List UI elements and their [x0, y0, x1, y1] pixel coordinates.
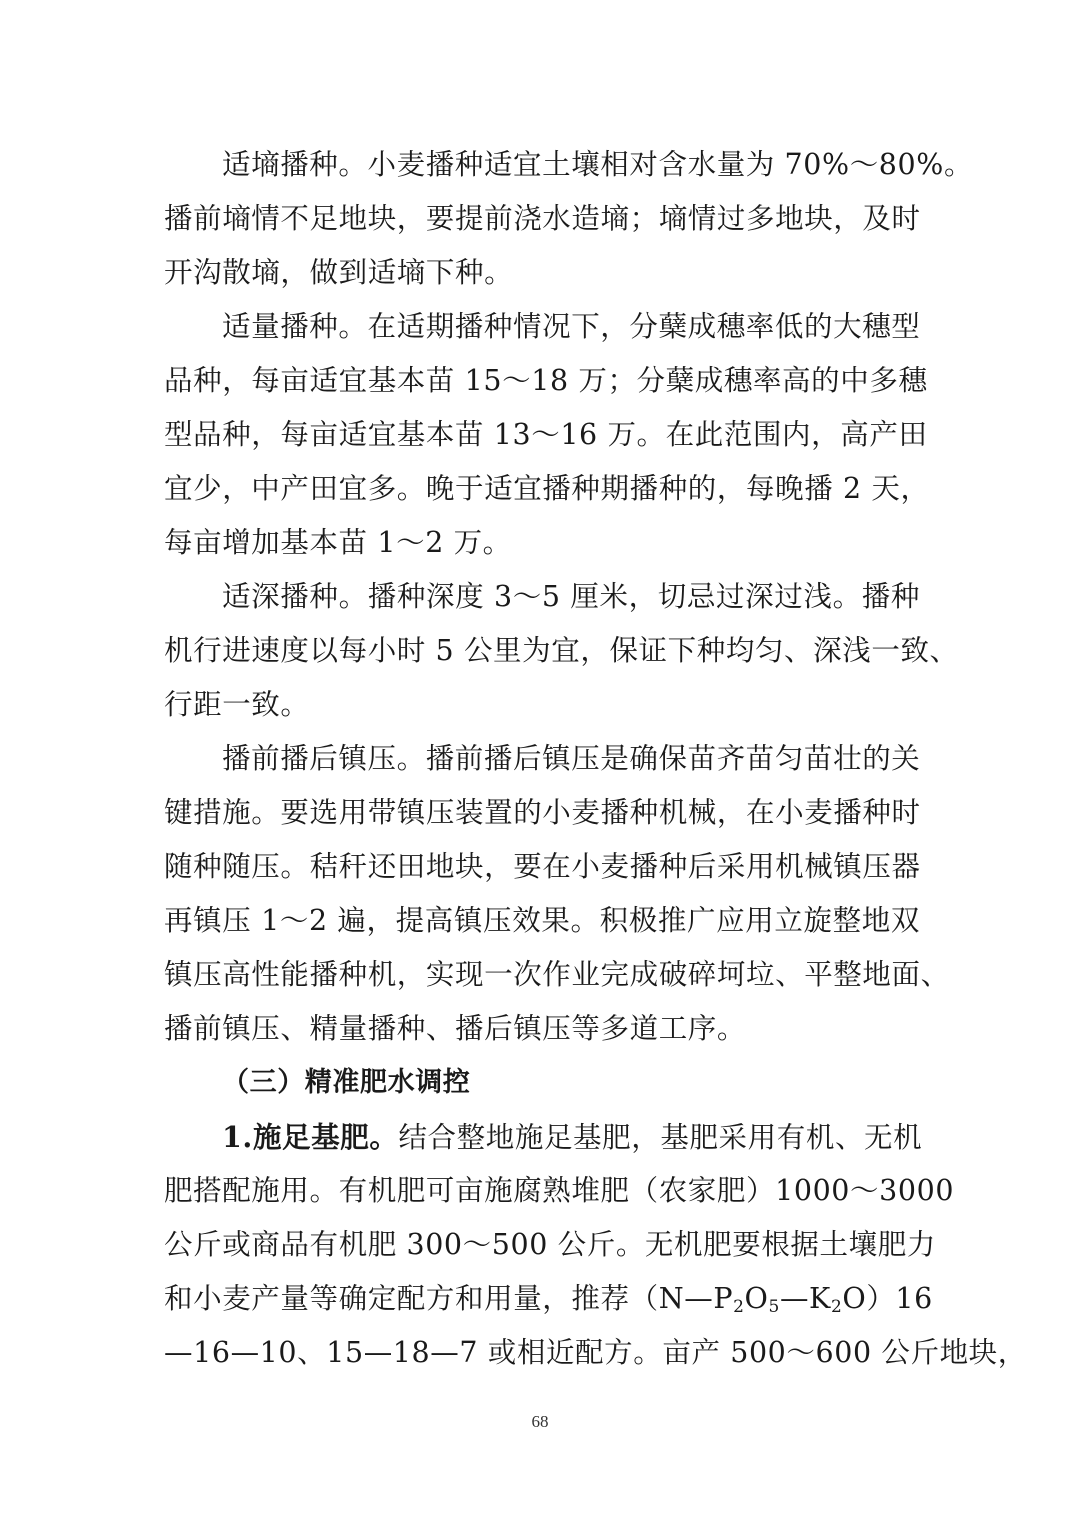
subscript-o5: 5 — [768, 1297, 780, 1317]
p4-line-3: 随种随压。秸秆还田地块，要在小麦播种后采用机械镇压器 — [164, 850, 921, 883]
p2-line-2: 品种，每亩适宜基本苗 15～18 万；分蘖成穗率高的中多穗 — [164, 364, 928, 397]
item1-line-3: 公斤或商品有机肥 300～500 公斤。无机肥要根据土壤肥力 — [164, 1228, 936, 1261]
p1-line-2: 播前墒情不足地块，要提前浇水造墒；墒情过多地块，及时 — [164, 202, 921, 235]
p4-line-2: 键措施。要选用带镇压装置的小麦播种机械，在小麦播种时 — [164, 796, 921, 829]
p4-line-1: 播前播后镇压。播前播后镇压是确保苗齐苗匀苗壮的关 — [222, 742, 921, 775]
item1-line-1 — [164, 1110, 923, 1164]
section-heading: （三）精准肥水调控 — [222, 1067, 471, 1098]
item1-line-5: —16—10、15—18—7 或相近配方。亩产 500～600 公斤地块， — [164, 1336, 1027, 1369]
item1-line-4 — [164, 1272, 933, 1326]
p2-line-1: 适量播种。在适期播种情况下，分蘖成穗率低的大穗型 — [222, 310, 921, 343]
p2-line-3: 型品种，每亩适宜基本苗 13～16 万。在此范围内，高产田 — [164, 418, 928, 451]
p1-line-1: 适墒播种。小麦播种适宜土壤相对含水量为 70%～80%。 — [222, 148, 974, 181]
item1-line-2: 肥搭配施用。有机肥可亩施腐熟堆肥（农家肥）1000～3000 — [164, 1174, 955, 1207]
p4-line-5: 镇压高性能播种机，实现一次作业完成破碎坷垃、平整地面、 — [164, 958, 950, 991]
p3-line-3: 行距一致。 — [164, 688, 310, 721]
subscript-p2: 2 — [733, 1297, 745, 1317]
page-content — [164, 138, 1027, 1380]
p1-line-3: 开沟散墒，做到适墒下种。 — [164, 256, 514, 289]
subscript-k2: 2 — [830, 1297, 843, 1317]
page-number: 68 — [531, 1412, 549, 1431]
p2-line-5: 每亩增加基本苗 1～2 万。 — [164, 526, 512, 559]
p3-line-1: 适深播种。播种深度 3～5 厘米，切忌过深过浅。播种 — [222, 580, 920, 613]
item1-line-1-text: 结合整地施足基肥，基肥采用有机、无机 — [398, 1121, 923, 1154]
p4-line-6: 播前镇压、精量播种、播后镇压等多道工序。 — [164, 1012, 747, 1045]
p3-line-2: 机行进速度以每小时 5 公里为宜，保证下种均匀、深浅一致、 — [164, 634, 959, 667]
item1-line-4-o: O — [744, 1282, 769, 1315]
item1-line-4-suffix: O）16 — [842, 1282, 933, 1315]
p2-line-4: 宜少，中产田宜多。晚于适宜播种期播种的，每晚播 2 天， — [164, 472, 930, 505]
p4-line-4: 再镇压 1～2 遍，提高镇压效果。积极推广应用立旋整地双 — [164, 904, 920, 937]
item1-lead: 1.施足基肥。 — [222, 1120, 399, 1154]
item1-line-4-k: —K — [779, 1282, 831, 1315]
item1-line-4-prefix: 和小麦产量等确定配方和用量，推荐（N—P — [164, 1282, 734, 1315]
